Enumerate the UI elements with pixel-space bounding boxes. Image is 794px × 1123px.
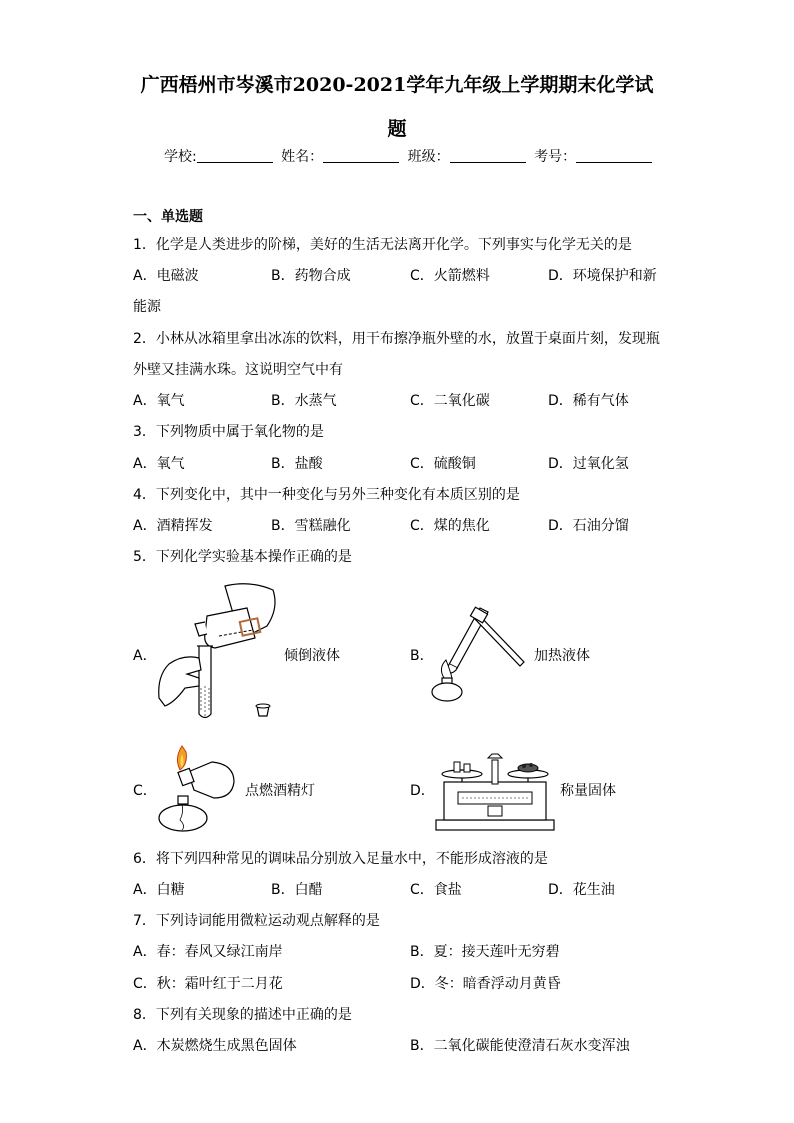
- q8-option-b[interactable]: B．二氧化碳能使澄清石灰水变浑浊: [410, 1038, 630, 1054]
- q8-option-a[interactable]: A．木炭燃烧生成黑色固体: [133, 1038, 297, 1054]
- q2-option-a[interactable]: A．氧气: [133, 393, 185, 409]
- doc-title-line2: 题: [387, 118, 407, 140]
- q5-option-c-label[interactable]: C．: [133, 783, 157, 799]
- q5-option-a-label[interactable]: A．: [133, 648, 157, 664]
- q4-option-c[interactable]: C．煤的焦化: [410, 518, 490, 534]
- q7-option-a[interactable]: A．春：春风又绿江南岸: [133, 944, 283, 960]
- name-blank[interactable]: [323, 148, 399, 163]
- class-blank[interactable]: [450, 148, 526, 163]
- q5-option-c-caption: 点燃酒精灯: [245, 783, 315, 799]
- heating-liquid-figure[interactable]: [428, 604, 528, 704]
- q4-stem: 4．下列变化中，其中一种变化与另外三种变化有本质区别的是: [133, 487, 520, 503]
- school-blank[interactable]: [197, 148, 273, 163]
- weighing-solid-figure[interactable]: [434, 752, 556, 834]
- q1-option-b[interactable]: B．药物合成: [271, 268, 351, 284]
- q2-option-b[interactable]: B．水蒸气: [271, 393, 337, 409]
- q3-option-c[interactable]: C．硫酸铜: [410, 456, 476, 472]
- student-info-line: [164, 146, 656, 166]
- q2-option-c[interactable]: C．二氧化碳: [410, 393, 490, 409]
- q6-option-c[interactable]: C．食盐: [410, 882, 462, 898]
- q3-option-a[interactable]: A．氧气: [133, 456, 185, 472]
- q7-option-d[interactable]: D．冬：暗香浮动月黄昏: [410, 976, 561, 992]
- q5-option-b-label[interactable]: B．: [410, 648, 434, 664]
- doc-title-line1: 广西梧州市岑溪市2020-2021学年九年级上学期期末化学试: [140, 74, 654, 96]
- q1-stem: 1．化学是人类进步的阶梯，美好的生活无法离开化学。下列事实与化学无关的是: [133, 237, 632, 253]
- q7-option-c[interactable]: C．秋：霜叶红于二月花: [133, 976, 283, 992]
- q4-option-b[interactable]: B．雪糕融化: [271, 518, 351, 534]
- q1-option-c[interactable]: C．火箭燃料: [410, 268, 490, 284]
- q6-option-b[interactable]: B．白醋: [271, 882, 323, 898]
- school-label: 学校:: [164, 149, 197, 165]
- q6-option-d[interactable]: D．花生油: [548, 882, 615, 898]
- name-label: 姓名：: [281, 149, 324, 165]
- q4-option-a[interactable]: A．酒精挥发: [133, 518, 213, 534]
- q3-option-b[interactable]: B．盐酸: [271, 456, 323, 472]
- q1-option-d-continued: 能源: [133, 299, 161, 315]
- exam-no-blank[interactable]: [576, 148, 652, 163]
- q2-stem-line1: 2．小林从冰箱里拿出冰冻的饮料，用干布擦净瓶外壁的水，放置于桌面片刻，发现瓶: [133, 331, 660, 347]
- q3-option-d[interactable]: D．过氧化氢: [548, 456, 629, 472]
- q4-option-d[interactable]: D．石油分馏: [548, 518, 629, 534]
- q1-option-d[interactable]: D．环境保护和新: [548, 268, 657, 284]
- q6-option-a[interactable]: A．白糖: [133, 882, 185, 898]
- section-header: 一、单选题: [133, 209, 203, 225]
- q1-option-a[interactable]: A．电磁波: [133, 268, 199, 284]
- q7-option-b[interactable]: B．夏：接天莲叶无穷碧: [410, 944, 560, 960]
- pouring-liquid-figure[interactable]: [155, 578, 285, 723]
- q2-option-d[interactable]: D．稀有气体: [548, 393, 629, 409]
- q3-stem: 3．下列物质中属于氧化物的是: [133, 424, 324, 440]
- q5-option-d-label[interactable]: D．: [410, 783, 435, 799]
- q7-stem: 7．下列诗词能用微粒运动观点解释的是: [133, 913, 380, 929]
- lighting-alcohol-lamp-figure[interactable]: [152, 742, 244, 834]
- q5-option-a-caption: 倾倒液体: [284, 648, 340, 664]
- q5-stem: 5．下列化学实验基本操作正确的是: [133, 549, 352, 565]
- q8-stem: 8．下列有关现象的描述中正确的是: [133, 1007, 352, 1023]
- q5-option-d-caption: 称量固体: [560, 783, 616, 799]
- class-label: 班级：: [407, 149, 450, 165]
- q2-stem-line2: 外壁又挂满水珠。这说明空气中有: [133, 362, 343, 378]
- q5-option-b-caption: 加热液体: [534, 648, 590, 664]
- q6-stem: 6．将下列四种常见的调味品分别放入足量水中，不能形成溶液的是: [133, 851, 548, 867]
- exam-no-label: 考号：: [534, 149, 577, 165]
